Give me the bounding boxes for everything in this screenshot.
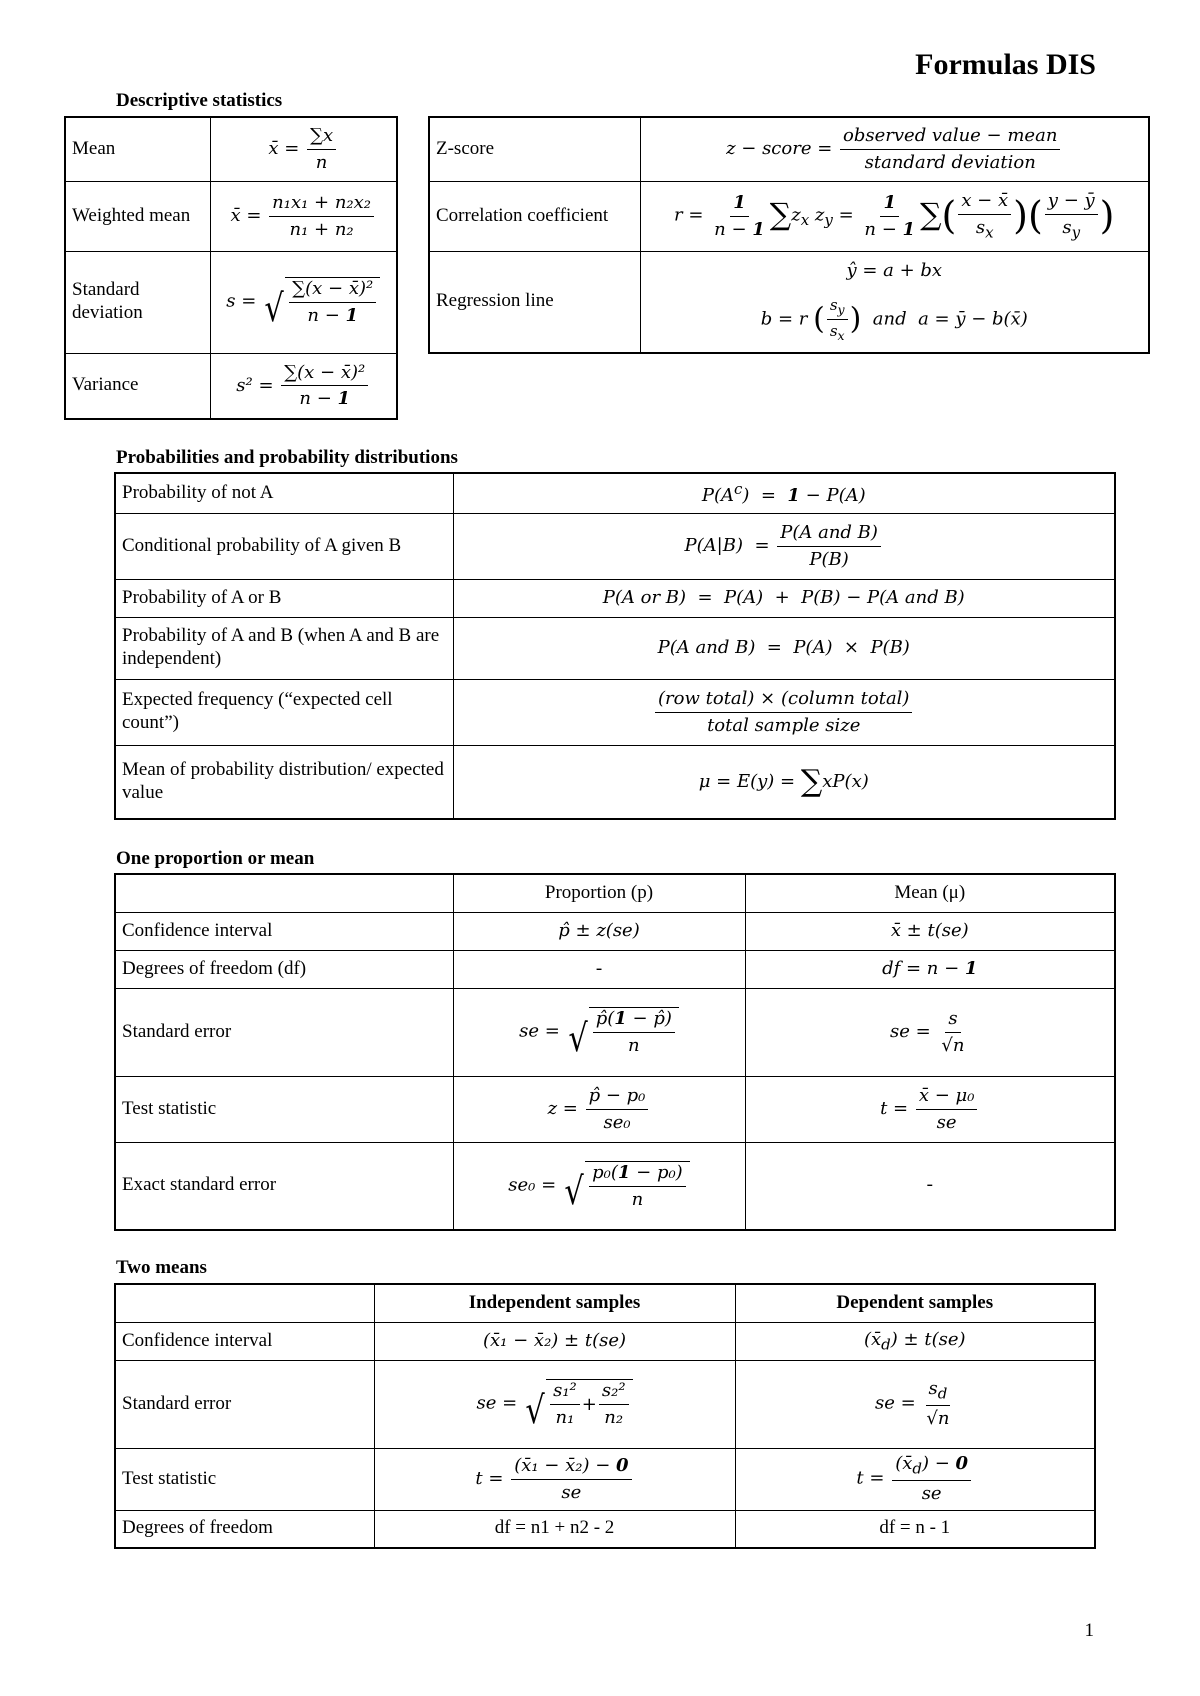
row-label-variance: Variance: [65, 353, 210, 419]
table-row: [65, 181, 397, 251]
row-label-test-stat: Test statistic: [115, 1076, 453, 1142]
table-row: [65, 251, 397, 353]
formula-test-mean: t = $\frac{\text{x̄ − μ₀}}{se}$: [745, 1076, 1115, 1142]
table-row: [115, 1284, 1095, 1322]
row-label-z-score: Z-score: [429, 117, 640, 181]
header-proportion: Proportion (p): [453, 874, 745, 912]
row-label-expected-value: Mean of probability distribution/ expected value: [115, 745, 453, 819]
row-label-conditional: Conditional probability of A given B: [115, 513, 453, 579]
table-row: [115, 950, 1115, 988]
df-independent: df = n1 + n2 - 2: [374, 1510, 735, 1548]
formula-ci-dependent: $(x̄_d) \pm t(se)$: [735, 1322, 1095, 1360]
formula-conditional: P(A|B) = $\frac{\text{P(A and B)}}{P(B)}$: [453, 513, 1115, 579]
df-dependent: df = n - 1: [735, 1510, 1095, 1548]
formula-exact-se: se₀ = √ $\frac{\text{p₀(1 − p₀)}}{n}$: [453, 1142, 745, 1230]
row-label-df: Degrees of freedom (df): [115, 950, 453, 988]
table-row: [65, 353, 397, 419]
table-row: [115, 988, 1115, 1076]
header-dependent: Dependent samples: [735, 1284, 1095, 1322]
table-row: [115, 1448, 1095, 1510]
formula-ci-independent: (x̄₁ − x̄₂) ± t(se): [374, 1322, 735, 1360]
table-row: [115, 745, 1115, 819]
formula-a-or-b: P(A or B) = P(A) + P(B) − P(A and B): [453, 579, 1115, 617]
table-row: [429, 181, 1149, 251]
row-label-std-dev: Standard deviation: [65, 251, 210, 353]
row-label-df: Degrees of freedom: [115, 1510, 374, 1548]
formula-std-dev: s = √ $\frac{\text{∑(x − x̄)²}}{n - 1}$: [210, 251, 397, 353]
row-label-exact-se: Exact standard error: [115, 1142, 453, 1230]
header-mean: Mean (μ): [745, 874, 1115, 912]
section-descriptive-heading: Descriptive statistics: [116, 90, 283, 111]
formula-expected-value: μ = E(y) = ∑xP(x): [453, 745, 1115, 819]
formula-not-a: $P(A^c) = 1 - P(A)$: [453, 473, 1115, 513]
descriptive-table-right: [428, 116, 1150, 354]
table-row: [115, 912, 1115, 950]
document-title: Formulas DIS: [915, 48, 1096, 81]
header-independent: Independent samples: [374, 1284, 735, 1322]
formula-a-and-b: P(A and B) = P(A) × P(B): [453, 617, 1115, 679]
formula-regression: ŷ = a + bx b = r ( $\frac{s_y}{s_x}$ ) and a = ȳ − b(x̄): [640, 251, 1149, 353]
table-row: [115, 1322, 1095, 1360]
header-empty: [115, 874, 453, 912]
formula-correlation: r = $\frac{1}{n - 1}$ $\sum z_x$ $z_y$ = $\frac{1}{n - 1}$ ∑( $\frac{x - x̄}{s_x}$ )( $\frac{y - ȳ}{s_y}$ ): [640, 181, 1149, 251]
row-label-ci: Confidence interval: [115, 1322, 374, 1360]
formula-mean: x̄ = $\frac{\sum x}{n}$: [210, 117, 397, 181]
table-row: [115, 1510, 1095, 1548]
row-label-correlation: Correlation coefficient: [429, 181, 640, 251]
formula-weighted-mean: x̄ = $\frac{\text{n₁x₁ + n₂x₂}}{\text{n₁ + n₂}}$: [210, 181, 397, 251]
row-label-not-a: Probability of not A: [115, 473, 453, 513]
formula-se-proportion: se = √ $\frac{p̂(1 - p̂)}{n}$: [453, 988, 745, 1076]
table-row: [115, 1360, 1095, 1448]
table-row: [115, 679, 1115, 745]
row-label-regression: Regression line: [429, 251, 640, 353]
table-row: [115, 1142, 1115, 1230]
table-row: [429, 117, 1149, 181]
formula-se-dependent: se = $\frac{s_d}{√n}$: [735, 1360, 1095, 1448]
descriptive-table: [64, 116, 398, 420]
row-label-se: Standard error: [115, 1360, 374, 1448]
formula-df-mean: df = n − 1: [745, 950, 1115, 988]
formula-expected-frequency: $\frac{\text{(row total) × (column total)}}{\text{total sample size}}$: [453, 679, 1115, 745]
row-label-ci: Confidence interval: [115, 912, 453, 950]
formula-se-mean: se = $\frac{s}{√n}$: [745, 988, 1115, 1076]
table-row: [115, 617, 1115, 679]
df-proportion: -: [453, 950, 745, 988]
row-label-expected-frequency: Expected frequency (“expected cell count”): [115, 679, 453, 745]
table-row: [115, 513, 1115, 579]
page-number: 1: [1084, 1620, 1094, 1641]
table-row: [429, 251, 1149, 353]
formula-z-score: z − score = $\frac{\text{observed value − mean}}{\text{standard deviation}}$: [640, 117, 1149, 181]
formula-ci-mean: x̄ ± t(se): [745, 912, 1115, 950]
row-label-mean: Mean: [65, 117, 210, 181]
table-row: [115, 579, 1115, 617]
row-label-a-and-b: Probability of A and B (when A and B are independent): [115, 617, 453, 679]
one-proportion-mean-table: [114, 873, 1116, 1231]
probability-table: [114, 472, 1116, 820]
row-label-test-stat: Test statistic: [115, 1448, 374, 1510]
section-probability-heading: Probabilities and probability distributions: [116, 447, 458, 468]
section-two-heading: Two means: [116, 1257, 207, 1278]
two-means-table: [114, 1283, 1096, 1549]
formula-test-independent: t = $\frac{\text{(x̄₁ − x̄₂) − 0}}{se}$: [374, 1448, 735, 1510]
table-row: [65, 117, 397, 181]
table-row: [115, 473, 1115, 513]
row-label-weighted-mean: Weighted mean: [65, 181, 210, 251]
exact-se-mean: -: [745, 1142, 1115, 1230]
formula-variance: s² = $\frac{\text{∑(x − x̄)²}}{n - 1}$: [210, 353, 397, 419]
table-row: [115, 874, 1115, 912]
section-one-heading: One proportion or mean: [116, 848, 315, 869]
formula-test-proportion: z = $\frac{\text{p̂ − p₀}}{\text{se₀}}$: [453, 1076, 745, 1142]
row-label-a-or-b: Probability of A or B: [115, 579, 453, 617]
row-label-se: Standard error: [115, 988, 453, 1076]
table-row: [115, 1076, 1115, 1142]
header-empty: [115, 1284, 374, 1322]
formula-ci-proportion: p̂ ± z(se): [453, 912, 745, 950]
formula-se-independent: se = √ $\frac{\text{s₁²}}{\text{n₁}}$ + $\frac{\text{s₂²}}{\text{n₂}}$: [374, 1360, 735, 1448]
formula-test-dependent: t = $\frac{(x̄_d) - 0}{se}$: [735, 1448, 1095, 1510]
